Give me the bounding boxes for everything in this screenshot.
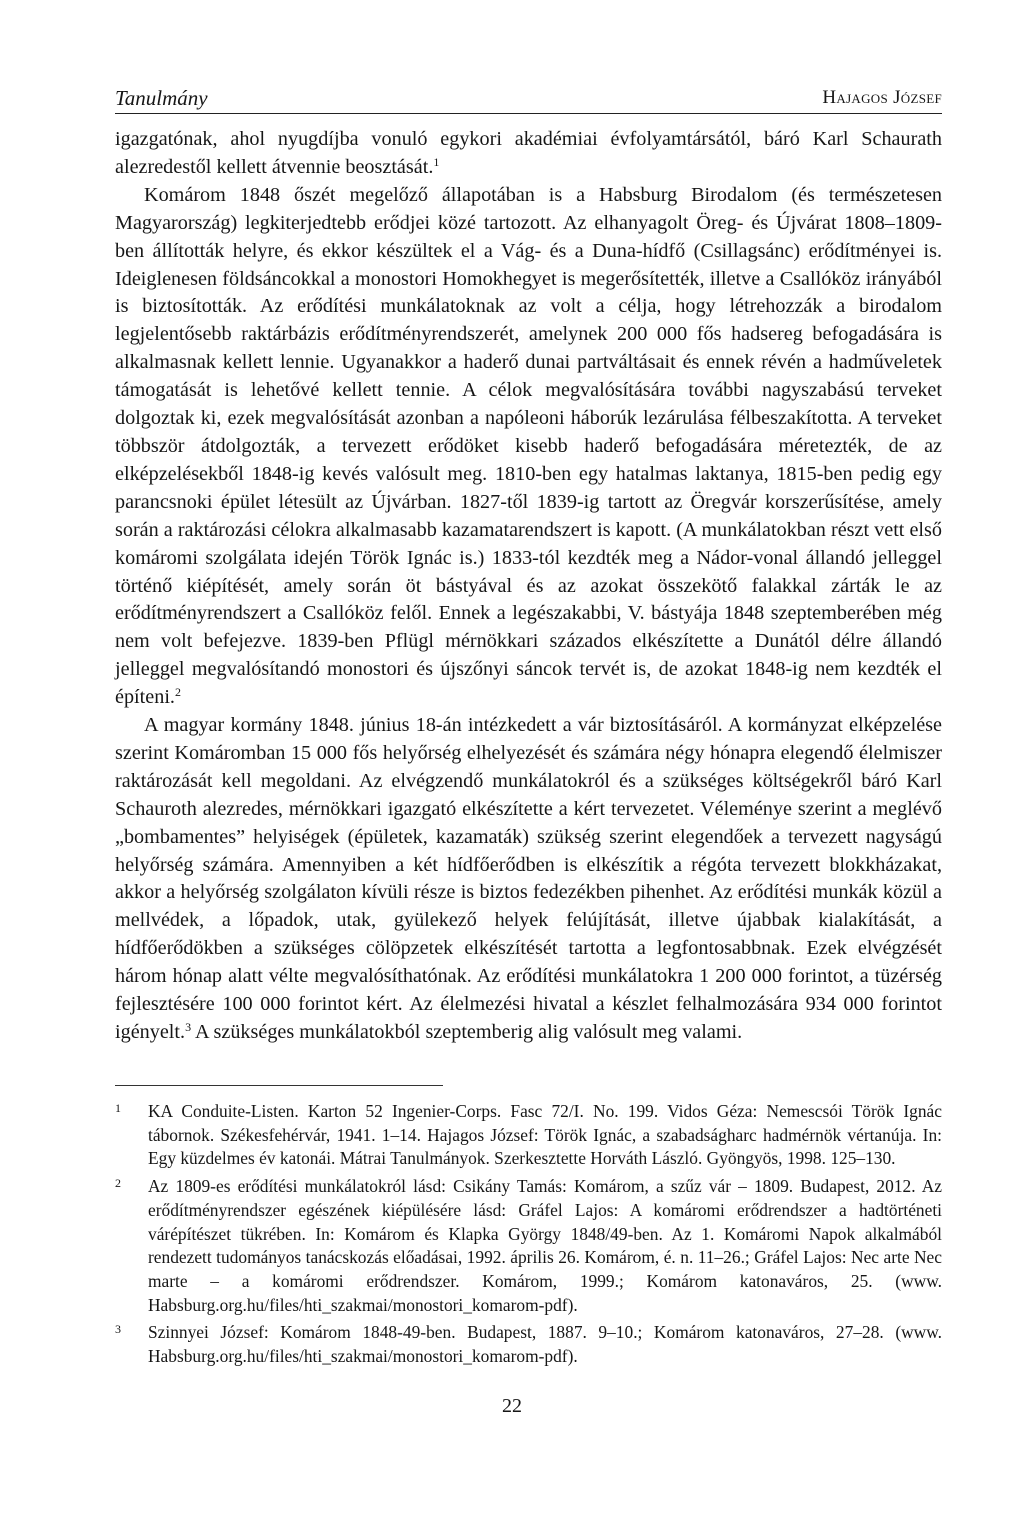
main-text bbox=[115, 126, 942, 1047]
paragraph-3: A magyar kormány 1848. június 18-án intézkedett a vár biztosításáról. A kormányzat elképzelése szerint Komáromban 15 000 fős helyőrség elhelyezését és számára négy hónapra elegendő élelmiszer raktározását kell megoldani. Az elvégzendő munkálatokról és a szükséges költségekről báró Karl Schauroth alezredes, mérnökkari igazgató elkészítette a kért tervezetet. Véleménye szerint a meglévő „bombamentes” helyiségek (épületek, kazamaták) szükség szerint elegendőek a tervezett nagyságú helyőrség számára. Amennyiben a két hídfőerődben is elkészítik a régóta tervezett blokkházakat, akkor a helyőrség szolgálaton kívüli része is biztos fedezékben pihenhet. Az erődítési munkák közül a mellvédek, a lőpadok, utak, gyülekező helyek felújítását, illetve újabbak kialakítását, a hídfőerődökben a szükséges cölöpzetek elkészítését tartotta a legfontosabbnak. Ezek elvégzését három hónap alatt vélte megvalósíthatónak. Az erődítési munkálatokra 1 200 000 forintot, a tüzérség fejlesztésére 100 000 forintot kért. Az élelmezési hivatal a készlet felhalmozására 934 000 forintot igényelt.$^3$ A szükséges munkálatokból szeptemberig alig valósult meg valami. bbox=[115, 714, 942, 1043]
section-title: Tanulmány bbox=[115, 86, 208, 110]
footnote-number: 1 bbox=[115, 1101, 121, 1115]
footnote-number: 3 bbox=[115, 1322, 121, 1337]
footnote-ref-2: 2 bbox=[174, 685, 181, 700]
footnote-text: Az 1809-es erődítési munkálatokról lásd: Csikány Tamás: Komárom, a szűz vár – 1809. Budapest, 2012. Az erődítményrendszer egészének kiépülésére lásd: Gráfel Lajos: A komáromi erődrendszer a hadtörténeti várépítészet tükrében. In: Komárom és Klapka György 1848/49-ben. Az 1. Komáromi Napok alkalmából rendezett tudományos tanácskozás előadásai, 1992. április 26. Komárom, é. n. 11–26.; Gráfel Lajos: Nec arte Nec marte – a komáromi erődrendszer. Komárom, 1999.; Komárom katonaváros, 25. (www. Habsburg.org.hu/files/hti_szakmai/monostori_komarom-pdf). bbox=[148, 1176, 942, 1315]
footnote-ref-3: 3 bbox=[185, 1020, 192, 1034]
running-head bbox=[115, 86, 942, 116]
paragraph-1: igazgatónak, ahol nyugdíjba vonuló egykori akadémiai évfolyamtársától, báró Karl Schaurath alezredestől kellett átvennie beosztását.$^1$ bbox=[115, 128, 942, 178]
footnote-ref-1: 1 bbox=[433, 154, 440, 169]
footnote-3 bbox=[115, 1321, 942, 1368]
footnote-text: KA Conduite-Listen. Karton 52 Ingenier-Corps. Fasc 72/I. No. 199. Vidos Géza: Nemescsói Török Ignác tábornok. Székesfehérvár, 1941. 1–14. Hajagos József: Török Ignác, a szabadságharc hadmérnök vértanúja. In: Egy küzdelmes év katonái. Mátrai Tanulmányok. Szerkesztette Horváth László. Gyöngyös, 1998. 125–130. bbox=[148, 1101, 942, 1169]
footnote-text: Szinnyei József: Komárom 1848-49-ben. Budapest, 1887. 9–10.; Komárom katonaváros, 27–28. (www. Habsburg.org.hu/files/hti_szakmai/monostori_komarom-pdf). bbox=[148, 1322, 942, 1367]
page-number: 22 bbox=[502, 1395, 522, 1417]
footnotes bbox=[115, 1100, 942, 1373]
footnote-1 bbox=[115, 1100, 942, 1171]
paragraph-2: Komárom 1848 őszét megelőző állapotában is a Habsburg Birodalom (és természetesen Magyarország) legkiterjedtebb erődjei közé tartozott. Az elhanyagolt Öreg- és Újvárat 1808–1809-ben állították helyre, és ekkor készültek el a Vág- és a Duna-hídfő (Csillagsánc) erődítményei is. Ideiglenesen földsáncokkal a monostori Homokhegyet is megerősítették, illetve a Csallóköz irányából is biztosították. Az erődítési munkálatoknak az volt a célja, hogy létrehozzák a birodalom legjelentősebb raktárbázis erődítményrendszerét, amelynek 200 000 fős hadsereg befogadására is alkalmasnak kellett lennie. Ugyanakkor a haderő dunai partváltásait és ennek révén a hadműveletek támogatását is lehetővé kellett tennie. A célok megvalósítására további nagyszabású terveket dolgoztak ki, ezek megvalósítását azonban a napóleoni háborúk lezárulása félbeszakította. A terveket többször átdolgozták, a tervezett erődöket kisebb haderő befogadására méretezték, de az elképzelésekből 1848-ig kevés valósult meg. 1810-ben egy hatalmas laktanya, 1815-ben pedig egy parancsnoki épület létesült az Újvárban. 1827-től 1839-ig tartott az Öregvár korszerűsítése, amely során a raktározási célokra alkalmasabb kazamatarendszert is kapott. (A munkálatokban részt vett első komáromi szolgálata idején Török Ignác is.) 1833-tól kezdték meg a Nádor-vonal állandó jelleggel történő kiépítését, amely során öt bástyával és az azokat összekötő falakkal zárták le az erődítményrendszert a Csallóköz felől. Ennek a legészakabbi, V. bástyája 1848 szeptemberében még nem volt befejezve. 1839-ben Pflügl mérnökkari százados elkészítette a Dunától délre állandó jelleggel megvalósítandó monostori és újszőnyi sáncok tervét is, de azokat 1848-ig nem kezdték el építeni.$^2$ bbox=[115, 183, 942, 709]
footnote-rule bbox=[115, 1085, 443, 1086]
author-name: Hajagos József bbox=[822, 87, 942, 108]
footnote-2 bbox=[115, 1175, 942, 1317]
footnote-number: 2 bbox=[115, 1176, 121, 1191]
header-rule bbox=[115, 113, 942, 114]
